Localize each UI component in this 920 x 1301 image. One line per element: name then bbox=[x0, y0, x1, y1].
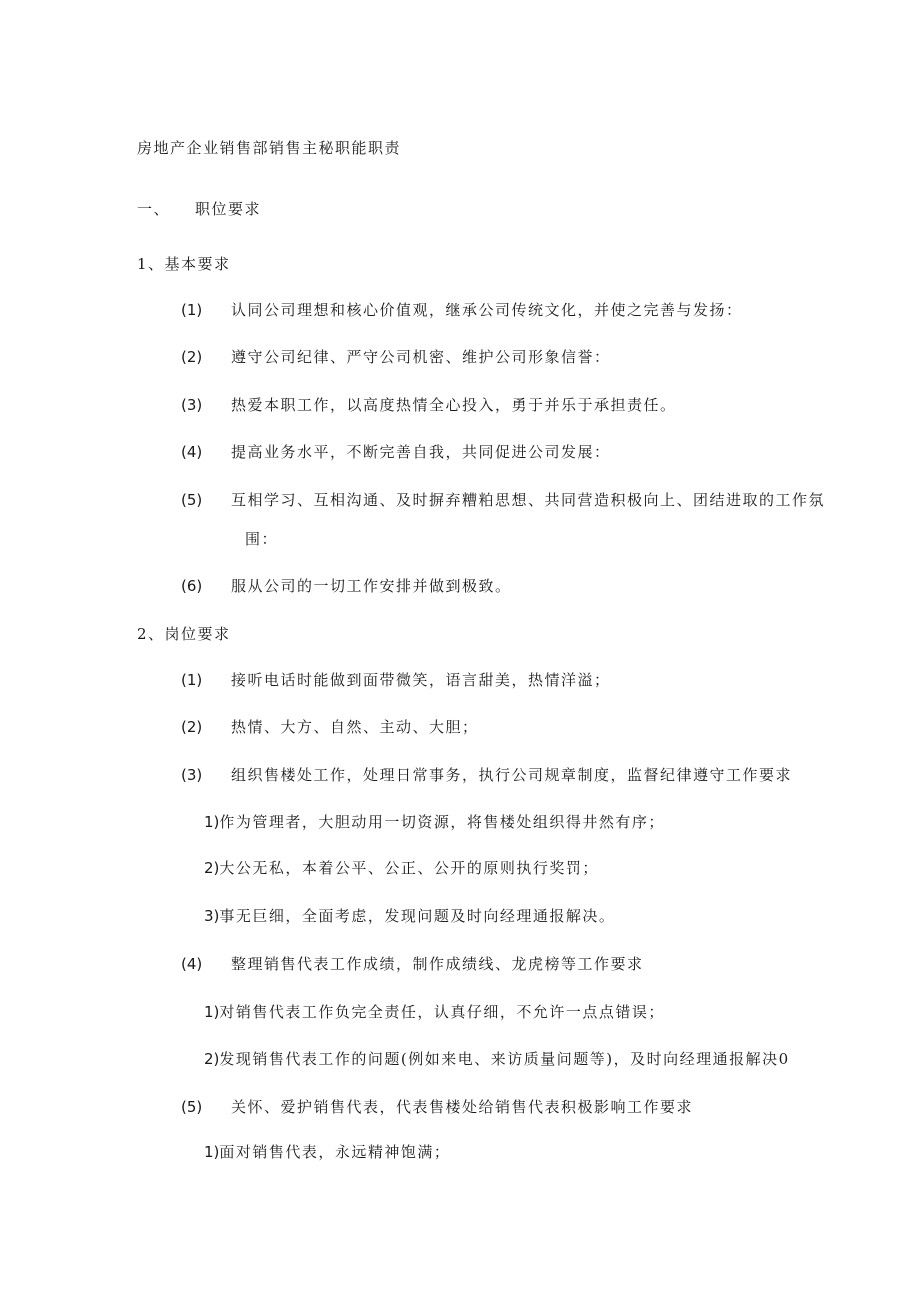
post-requirements-heading: 2、岗位要求 bbox=[137, 625, 231, 643]
basic-item-text: 服从公司的一切工作安排并做到极致。 bbox=[231, 577, 512, 595]
item-number: (4) bbox=[181, 955, 203, 973]
sub-item-text: 作为管理者，大胆动用一切资源，将售楼处组织得井然有序； bbox=[219, 813, 665, 831]
sub-item-text: 事无巨细，全面考虑，发现问题及时向经理通报解决。 bbox=[219, 907, 616, 925]
item-number: (2) bbox=[181, 718, 203, 736]
sub-item bbox=[204, 1049, 790, 1069]
item-number: (1) bbox=[181, 301, 203, 319]
sub-item-number: 2) bbox=[204, 859, 220, 877]
post-item-text: 热情、大方、自然、主动、大胆； bbox=[231, 718, 479, 736]
sub-item bbox=[204, 1142, 450, 1162]
item-number: (1) bbox=[181, 671, 203, 689]
item-number: (3) bbox=[181, 766, 203, 784]
basic-item-text: 遵守公司纪律、严守公司机密、维护公司形象信誉： bbox=[231, 348, 611, 366]
item-number: (6) bbox=[181, 577, 203, 595]
basic-requirements-heading: 1、基本要求 bbox=[137, 255, 231, 273]
sub-item-number: 1) bbox=[204, 1143, 220, 1161]
basic-item-text: 热爱本职工作，以高度热情全心投入，勇于并乐于承担责任。 bbox=[231, 396, 677, 414]
item-number: (3) bbox=[181, 396, 203, 414]
post-item-text: 组织售楼处工作，处理日常事务，执行公司规章制度，监督纪律遵守工作要求 bbox=[231, 766, 793, 784]
basic-item-continuation: 围： bbox=[245, 530, 279, 548]
sub-item-number: 3) bbox=[204, 907, 220, 925]
doc-title: 房地产企业销售部销售主秘职能职责 bbox=[137, 139, 402, 157]
item-number: (5) bbox=[181, 1098, 203, 1116]
sub-item-number: 2) bbox=[204, 1050, 220, 1068]
sub-item-number: 1) bbox=[204, 1003, 220, 1021]
sub-item-text: 大公无私，本着公平、公正、公开的原则执行奖罚； bbox=[219, 859, 599, 877]
item-number: (4) bbox=[181, 443, 203, 461]
sub-item bbox=[204, 906, 615, 926]
basic-item-text: 认同公司理想和核心价值观，继承公司传统文化，并使之完善与发扬： bbox=[231, 301, 743, 319]
sub-item-text: 对销售代表工作负完全责任，认真仔细，不允许一点点错误； bbox=[219, 1003, 665, 1021]
sub-item-number: 1) bbox=[204, 813, 220, 831]
item-number: (2) bbox=[181, 348, 203, 366]
post-item-text: 接听电话时能做到面带微笑，语言甜美，热情洋溢； bbox=[231, 671, 611, 689]
post-item-text: 关怀、爱护销售代表，代表售楼处给销售代表积极影响工作要求 bbox=[231, 1098, 694, 1116]
item-number: (5) bbox=[181, 491, 203, 509]
sub-item bbox=[204, 812, 665, 832]
sub-item-text: 发现销售代表工作的问题(例如来电、来访质量问题等)，及时向经理通报解决0 bbox=[219, 1050, 790, 1068]
sub-item-text: 面对销售代表，永远精神饱满； bbox=[219, 1143, 451, 1161]
basic-item-text: 提高业务水平，不断完善自我，共同促进公司发展： bbox=[231, 443, 611, 461]
sub-item bbox=[204, 1002, 665, 1022]
section-label: 职位要求 bbox=[195, 200, 262, 218]
basic-item-text: 互相学习、互相沟通、及时摒弃糟粕思想、共同营造积极向上、团结进取的工作氛 bbox=[231, 491, 826, 509]
post-item-text: 整理销售代表工作成绩，制作成绩线、龙虎榜等工作要求 bbox=[231, 955, 644, 973]
section-number: 一、 bbox=[137, 200, 171, 218]
sub-item bbox=[204, 858, 599, 878]
